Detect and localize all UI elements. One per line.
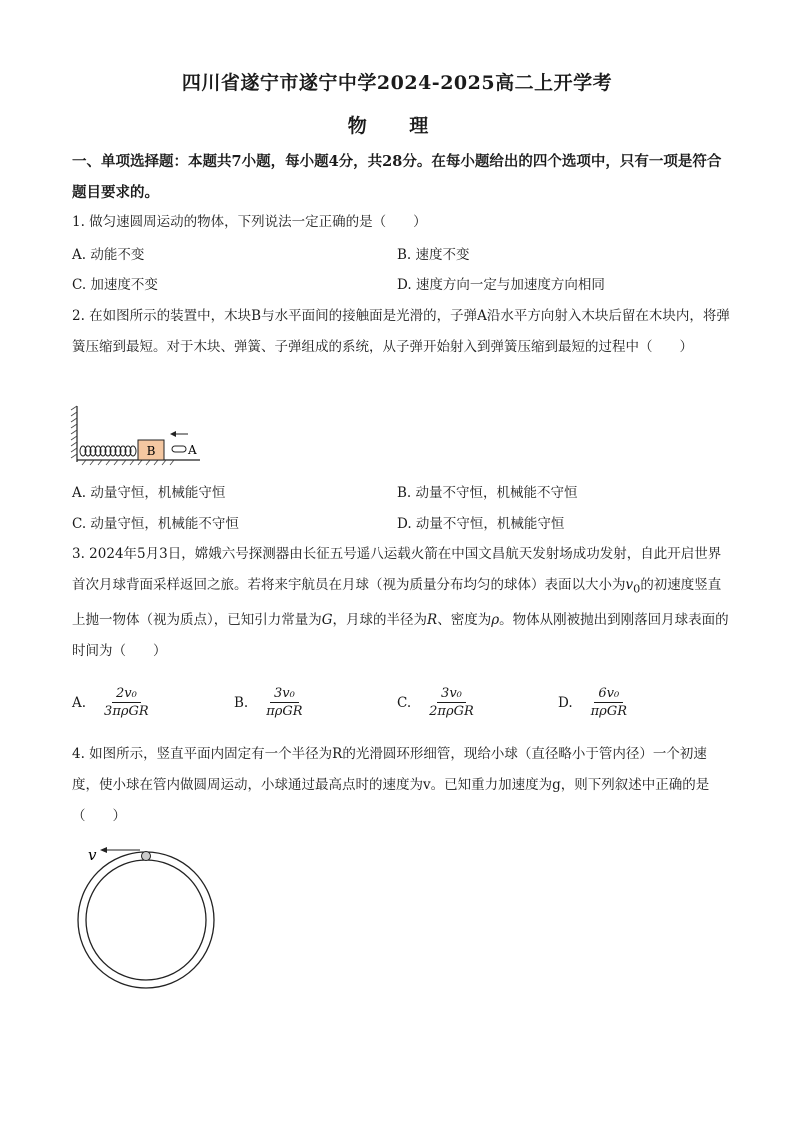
question-2-option-b: B. 动量不守恒，机械能不守恒 bbox=[397, 485, 578, 501]
question-1-option-a: A. 动能不变 bbox=[72, 247, 145, 263]
subject-title: 物 理 bbox=[347, 115, 447, 137]
question-3-option-d: D. $\frac{\text{6v₀}}{\text{πρGR}}$ bbox=[558, 686, 627, 719]
question-1-option-d: D. 速度方向一定与加速度方向相同 bbox=[397, 277, 605, 293]
velocity-arrow-icon bbox=[100, 847, 107, 853]
ball bbox=[142, 852, 151, 861]
question-2-option-a: A. 动量守恒，机械能守恒 bbox=[72, 485, 226, 501]
question-4-stem: 4. 如图所示，竖直平面内固定有一个半径为R的光滑圆环形细管，现给小球（直径略小于管内径）一个初速度，使小球在管内做圆周运动，小球通过最高点时的速度为v。已知重力加速度为g，则下列叙述中正确的是（ ） bbox=[72, 746, 710, 824]
block-b-label: B bbox=[146, 444, 156, 458]
spring-icon bbox=[80, 446, 136, 456]
spring-block-figure bbox=[70, 404, 210, 466]
ring-tube-figure bbox=[78, 840, 218, 990]
question-1-option-c: C. 加速度不变 bbox=[72, 277, 158, 293]
ring-outer bbox=[78, 852, 214, 988]
bullet-a bbox=[172, 446, 186, 452]
question-1-option-b: B. 速度不变 bbox=[397, 247, 470, 263]
question-2-option-d: D. 动量不守恒，机械能守恒 bbox=[397, 516, 565, 532]
paper-title: 四川省遂宁市遂宁中学2024-2025高二上开学考 bbox=[181, 72, 613, 94]
question-3-stem: 3. 2024年5月3日，嫦娥六号探测器由长征五号遥八运载火箭在中国文昌航天发射场成功发射，自此开启世界首次月球背面采样返回之旅。若将来宇航员在月球（视为质量分布均匀的球体）表面以大小为$v_0$的初速度竖直上抛一物体（视为质点），已知引力常量为G，月球的半径为R、密度为ρ。物体从刚被抛出到刚落回月球表面的时间为（ ） bbox=[72, 546, 729, 659]
bullet-a-label: A bbox=[188, 443, 197, 457]
arrow-left-icon bbox=[170, 431, 176, 437]
section-heading: 一、单项选择题：本题共7小题，每小题4分，共28分。在每小题给出的四个选项中，只有一项是符合题目要求的。 bbox=[72, 153, 722, 201]
question-2-option-c: C. 动量守恒，机械能不守恒 bbox=[72, 516, 239, 532]
question-1-stem: 1. 做匀速圆周运动的物体，下列说法一定正确的是（ ） bbox=[72, 214, 427, 230]
question-3-option-b: B. $\frac{\text{3v₀}}{\text{πρGR}}$ bbox=[234, 686, 303, 719]
velocity-label: v bbox=[88, 846, 97, 864]
question-2-stem: 2. 在如图所示的装置中，木块B与水平面间的接触面是光滑的，子弹A沿水平方向射入木块后留在木块内，将弹簧压缩到最短。对于木块、弹簧、子弹组成的系统，从子弹开始射入到弹簧压缩到最短的过程中（ ） bbox=[72, 308, 730, 355]
question-3-option-c: C. $\frac{\text{3v₀}}{\text{2πρGR}}$ bbox=[397, 686, 474, 719]
ring-inner bbox=[86, 860, 206, 980]
question-3-option-a: A. $\frac{\text{2v₀}}{\text{3πρGR}}$ bbox=[72, 686, 149, 719]
